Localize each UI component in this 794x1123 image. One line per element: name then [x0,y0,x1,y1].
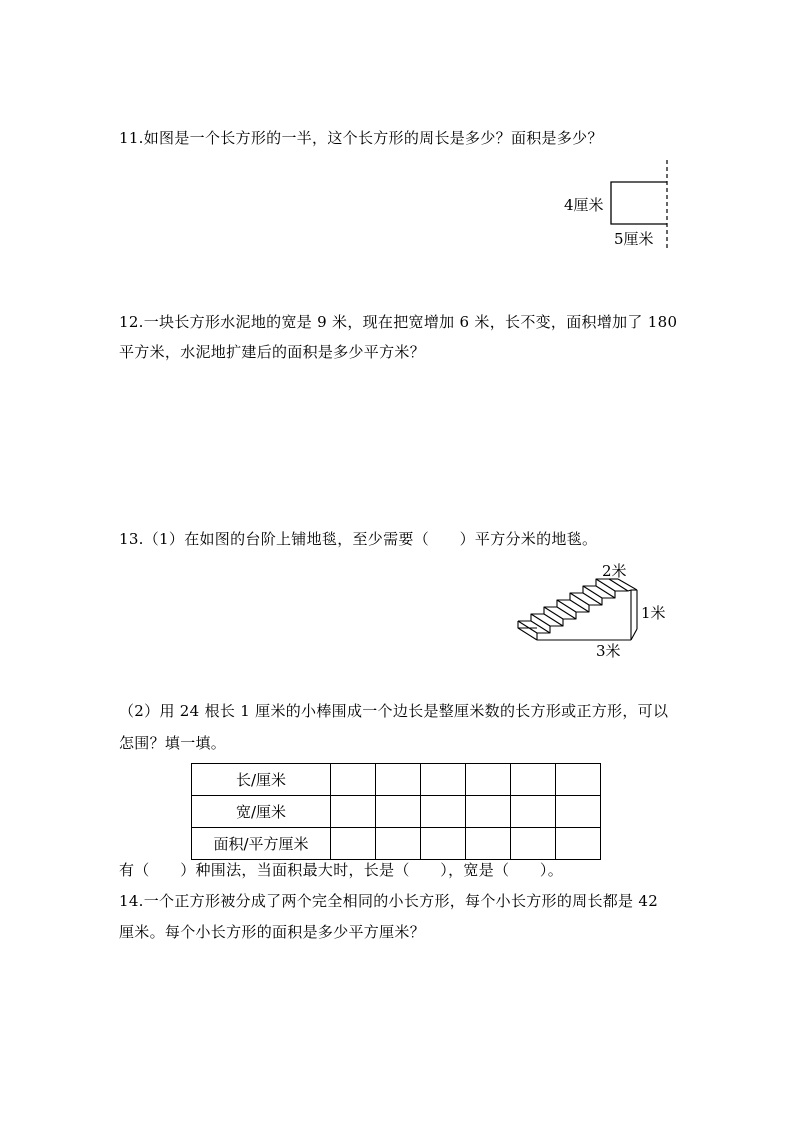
q12-line2: 平方米，水泥地扩建后的面积是多少平方米？ [119,343,426,361]
table-cell[interactable] [511,828,556,860]
table-cell[interactable] [331,764,376,796]
table-cell[interactable] [511,764,556,796]
table-cell[interactable] [421,828,466,860]
q11-text: 11.如图是一个长方形的一半，这个长方形的周长是多少？面积是多少？ [119,129,603,147]
table-cell[interactable] [331,796,376,828]
fill-in-table [191,763,601,860]
q13-answer-line: 有（ ）种围法，当面积最大时，长是（ ），宽是（ ）。 [119,861,564,879]
table-row [192,828,601,860]
table-cell[interactable] [466,764,511,796]
q14-line2: 厘米。每个小长方形的面积是多少平方厘米？ [119,923,426,941]
half-rectangle-outline [611,182,667,224]
table-cell[interactable] [511,796,556,828]
table-cell[interactable] [466,828,511,860]
q13-part2-line2: 怎围？填一填。 [119,734,227,752]
row-header: 长/厘米 [192,764,331,796]
table-cell[interactable] [421,764,466,796]
staircase-figure [510,560,670,660]
height-label-stairs: 1米 [641,604,666,622]
table-cell[interactable] [466,796,511,828]
q12-line1: 12.一块长方形水泥地的宽是 9 米，现在把宽增加 6 米，长不变，面积增加了 180 [119,313,678,331]
table-cell[interactable] [556,796,601,828]
q13-part1: 13.（1）在如图的台阶上铺地毯，至少需要（ ）平方分米的地毯。 [119,530,598,548]
length-label: 3米 [596,642,621,660]
table-row [192,764,601,796]
row-header: 面积/平方厘米 [192,828,331,860]
table-cell[interactable] [556,764,601,796]
depth-label: 2米 [602,562,627,580]
half-rectangle-figure [556,158,676,252]
table-cell[interactable] [376,828,421,860]
table-cell[interactable] [331,828,376,860]
width-label: 5厘米 [614,230,654,248]
q13-part2-line1: （2）用 24 根长 1 厘米的小棒围成一个边长是整厘米数的长方形或正方形，可以 [119,702,669,720]
table-cell[interactable] [376,764,421,796]
table-row [192,796,601,828]
table-cell[interactable] [421,796,466,828]
table-cell[interactable] [556,828,601,860]
row-header: 宽/厘米 [192,796,331,828]
q14-line1: 14.一个正方形被分成了两个完全相同的小长方形，每个小长方形的周长都是 42 [119,892,659,910]
table-cell[interactable] [376,796,421,828]
height-label: 4厘米 [564,196,604,214]
